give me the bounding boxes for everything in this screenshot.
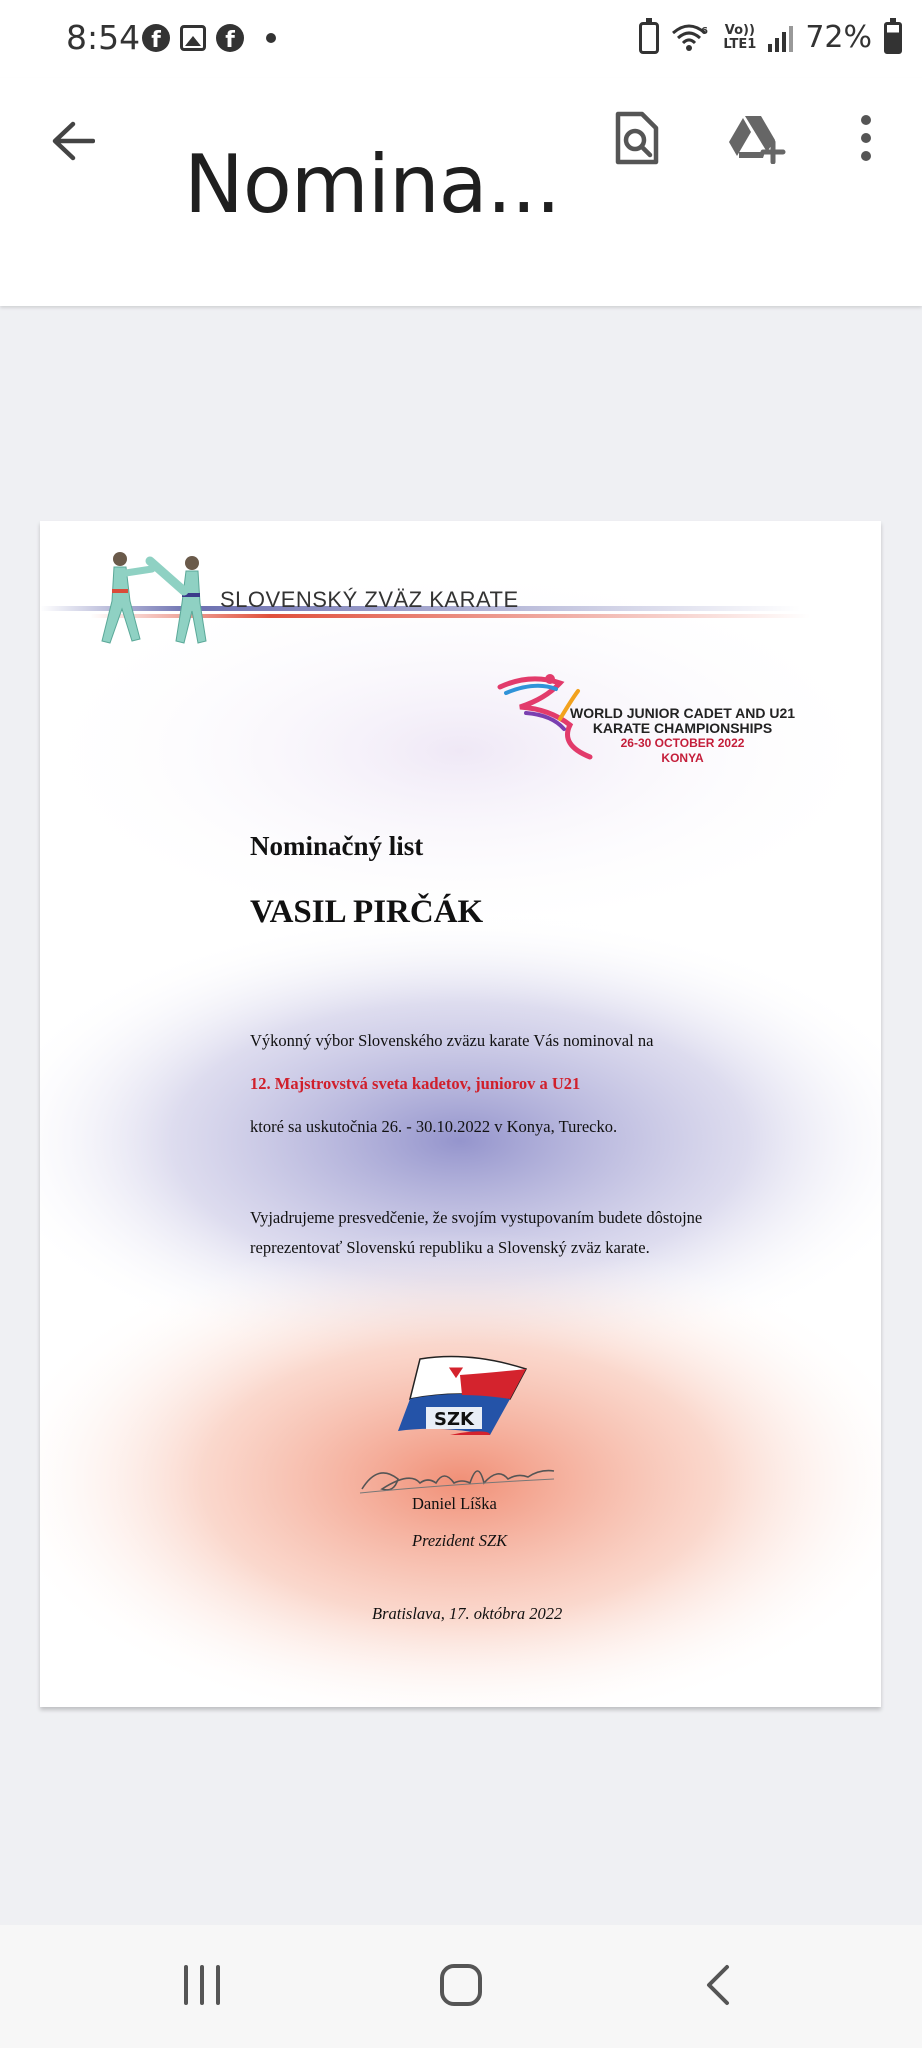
karate-fighters-illustration	[80, 551, 220, 651]
battery-saver-icon	[639, 22, 659, 54]
recent-apps-icon	[180, 1963, 224, 2007]
status-bar	[0, 0, 922, 78]
szk-logo-text: SZK	[434, 1409, 474, 1430]
home-icon	[439, 1963, 483, 2007]
championship-line1: WORLD JUNIOR CADET AND U21	[570, 705, 796, 721]
battery-percent: 72%	[805, 20, 872, 55]
championship-line2: KARATE CHAMPIONSHIPS	[592, 720, 773, 736]
gallery-icon	[180, 25, 206, 51]
more-options-button[interactable]	[826, 98, 906, 178]
signal-icon	[768, 24, 793, 52]
facebook-icon: f	[216, 24, 244, 52]
system-nav-bar	[0, 1925, 922, 2048]
signer-role: Prezident SZK	[412, 1531, 508, 1550]
facebook-icon: f	[142, 24, 170, 52]
back-nav-button[interactable]	[678, 1955, 758, 2015]
home-button[interactable]	[421, 1955, 501, 2015]
championship-name: 12. Majstrovstvá sveta kadetov, juniorov a U21	[250, 1074, 581, 1093]
signer-name: Daniel Líška	[412, 1494, 497, 1513]
document-heading: Nominačný list	[250, 831, 424, 861]
confidence-paragraph: Vyjadrujeme presvedčenie, že svojím vystupovaním budete dôstojne reprezentovať Slovenskú republiku a Slovenský zväz karate.	[250, 1208, 703, 1257]
dot-icon	[266, 33, 276, 43]
battery-icon	[884, 22, 902, 54]
document-page[interactable]	[40, 521, 881, 1707]
system-status-icons	[639, 20, 902, 55]
wifi-icon	[671, 23, 711, 53]
arrow-left-icon	[51, 121, 95, 161]
volte-icon	[723, 24, 756, 52]
place-date: Bratislava, 17. októbra 2022	[372, 1604, 563, 1623]
add-to-drive-button[interactable]	[717, 98, 797, 178]
szk-logo	[390, 1349, 540, 1441]
notification-icons	[142, 24, 276, 52]
page-title: Nomina...	[184, 138, 560, 231]
back-icon	[703, 1963, 733, 2007]
wifi-badge: 6	[701, 25, 709, 37]
find-in-document-button[interactable]	[596, 98, 676, 178]
find-in-document-icon	[612, 110, 660, 166]
nomination-text-line3: ktoré sa uskutočnia 26. - 30.10.2022 v Konya, Turecko.	[250, 1117, 618, 1136]
championship-dates: 26-30 OCTOBER 2022	[620, 736, 745, 750]
nominee-name: VASIL PIRČÁK	[250, 894, 484, 930]
recent-apps-button[interactable]	[162, 1955, 242, 2015]
status-time: 8:54	[66, 18, 141, 57]
championship-logo-text	[570, 706, 795, 766]
volte-top: Vo))	[724, 22, 755, 38]
signature	[358, 1449, 558, 1499]
add-to-drive-icon	[727, 112, 787, 164]
org-name: SLOVENSKÝ ZVÄZ KARATE	[220, 587, 519, 612]
app-bar	[0, 78, 922, 306]
championship-city: KONYA	[661, 751, 704, 765]
volte-bottom: LTE1	[723, 36, 757, 52]
back-button[interactable]	[40, 108, 106, 174]
nomination-text-line1: Výkonný výbor Slovenského zväzu karate Vás nominoval na	[250, 1031, 654, 1050]
more-vert-icon	[860, 115, 872, 161]
